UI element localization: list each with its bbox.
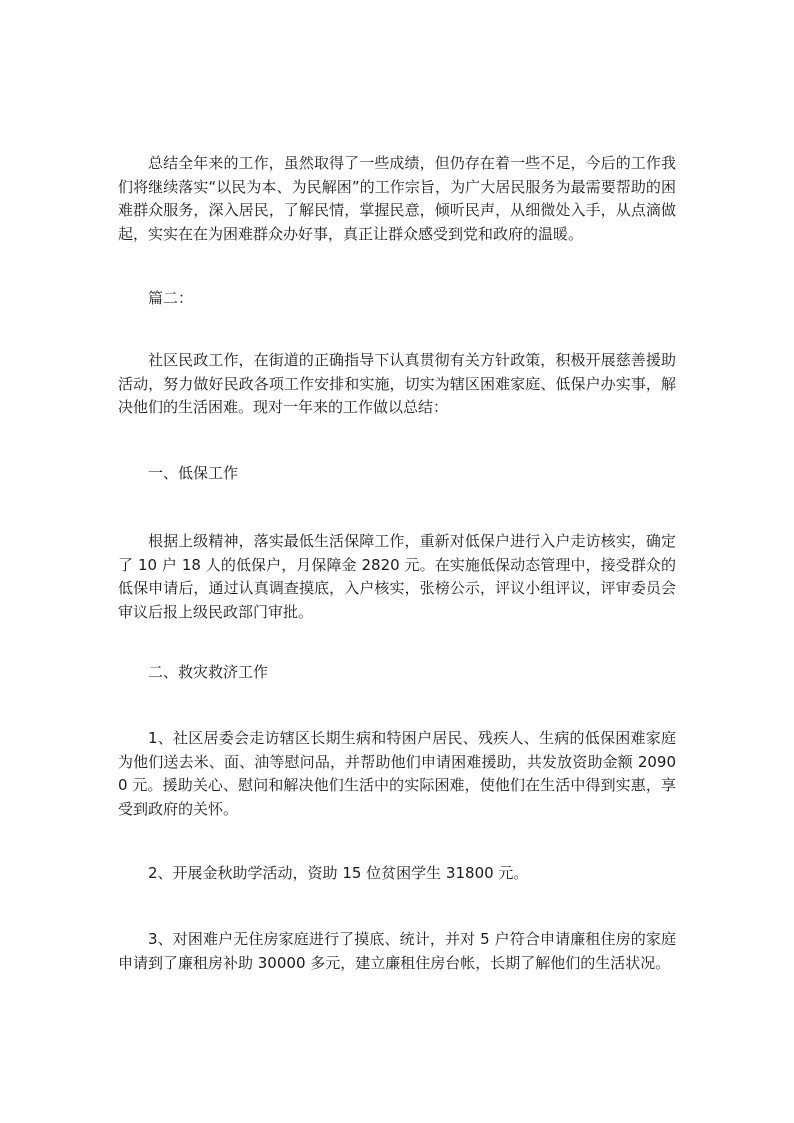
section-heading-part-two: 篇二：	[148, 289, 194, 307]
paragraph-minimum-living: 根据上级精神，落实最低生活保障工作，重新对低保户进行入户走访核实，确定了 10 户 18 人的低保户，月保障金 2820 元。在实施低保动态管理中，接受群众的低保申请后，通过认真调查摸底，入户核实，张榜公示，评议小组评议，评审委员会审议后报上级民政部门审批。	[118, 532, 676, 621]
paragraph-summary: 总结全年来的工作，虽然取得了一些成绩，但仍存在着一些不足，今后的工作我们将继续落实“以民为本、为民解困”的工作宗旨，为广大居民服务为最需要帮助的困难群众服务，深入居民，了解民情，掌握民意，倾听民声，从细微处入手，从点滴做起，实实在在为困难群众办好事，真正让群众感受到党和政府的温暖。	[118, 154, 676, 243]
paragraph-relief-item-2: 2、开展金秋助学活动，资助 15 位贫困学生 31800 元。	[148, 864, 529, 882]
section-heading-minimum-living: 一、低保工作	[148, 464, 239, 482]
section-heading-relief: 二、救灾救济工作	[148, 663, 269, 681]
paragraph-intro: 社区民政工作，在街道的正确指导下认真贯彻有关方针政策，积极开展慈善援助活动，努力做好民政各项工作安排和实施，切实为辖区困难家庭、低保户办实事，解决他们的生活困难。现对一年来的工作做以总结：	[118, 351, 676, 416]
paragraph-relief-item-3: 3、对困难户无住房家庭进行了摸底、统计，并对 5 户符合申请廉租住房的家庭申请到了廉租房补助 30000 多元，建立廉租住房台帐，长期了解他们的生活状况。	[118, 930, 676, 972]
paragraph-relief-item-1: 1、社区居委会走访辖区长期生病和特困户居民、残疾人、生病的低保困难家庭为他们送去米、面、油等慰问品，并帮助他们申请困难援助，共发放资助金额 20900 元。援助关心、慰问和解决他们生活中的实际困难，使他们在生活中得到实惠，享受到政府的关怀。	[118, 729, 676, 818]
